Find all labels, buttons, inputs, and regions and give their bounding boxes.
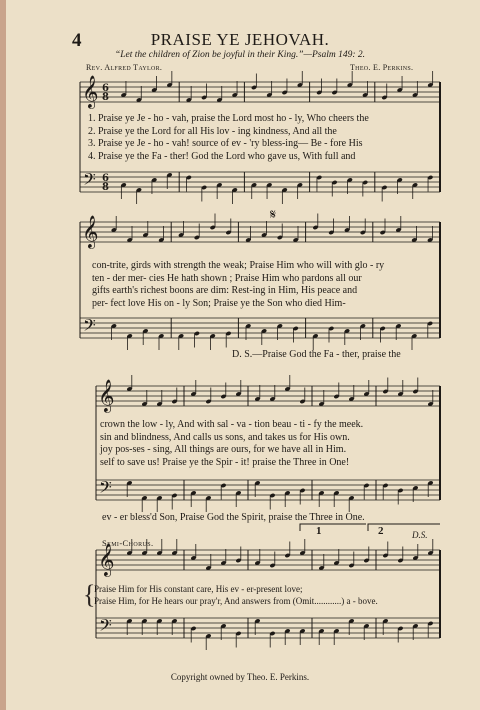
first-ending-number: 1 xyxy=(316,525,322,537)
treble-clef-icon: 𝄞 xyxy=(98,543,115,576)
bass-clef-icon: 𝄢 xyxy=(83,169,96,193)
verse-line: 3. Praise ye Je - ho - vah! source of ev - 'ry bless-ing— Be - fore His xyxy=(88,138,363,149)
verse-line: Praise Him for His constant care, His ev - er-present love; xyxy=(94,584,303,594)
ds-mark: D.S. xyxy=(412,530,428,540)
page-number: 4 xyxy=(72,30,82,51)
second-ending-number: 2 xyxy=(378,525,384,537)
time-signature: 6 xyxy=(102,173,109,184)
verse-line: Praise Him, for He hears our pray'r, And answers from (Omit............) a - bove. xyxy=(94,595,378,606)
verse-brace: { xyxy=(83,580,96,609)
verse-line: 1. Praise ye Je - ho - vah, praise the Lord most ho - ly, Who cheers the xyxy=(88,113,369,124)
hymn-author: Rev. Alfred Taylor. xyxy=(86,63,163,72)
first-ending-bracket xyxy=(300,524,366,531)
treble-clef-icon: 𝄞 xyxy=(82,215,99,248)
time-signature: 6 xyxy=(102,83,109,94)
ds-lyric-line: ev - er bless'd Son, Praise God the Spirit, praise the Three in One. xyxy=(102,512,365,523)
verse-line: gifts earth's richest boons are dim: Rest-ing in Him, His peace and xyxy=(92,285,358,296)
verse-line: crown the low - ly, And with sal - va - tion beau - ti - fy the meek. xyxy=(100,419,364,430)
system2-lyrics xyxy=(92,260,384,310)
verse-line: per- fect love His on - ly Son; Praise ye the Son who died Him- xyxy=(92,297,346,309)
hymn-title: PRAISE YE JEHOVAH. xyxy=(150,30,330,49)
copyright-notice: Copyright owned by Theo. E. Perkins. xyxy=(170,672,310,682)
segno-icon: 𝄋 xyxy=(270,207,277,223)
bass-clef-icon: 𝄢 xyxy=(83,315,96,339)
verse-line: 4. Praise ye the Fa - ther! God the Lord who gave us, With full and xyxy=(88,150,356,162)
time-signature: 8 xyxy=(102,182,109,193)
verse-line: ten - der mer- cies He hath shown ; Praise Him who pardons all our xyxy=(92,272,362,284)
bass-clef-icon: 𝄢 xyxy=(99,615,112,639)
verse-line: con-trite, girds with strength the weak; Praise Him who will with glo - ry xyxy=(92,260,385,271)
bass-clef-icon: 𝄢 xyxy=(99,477,112,501)
verse-line: joy pos-ses - sing, All things are ours, for we have all in Him. xyxy=(100,444,347,455)
verse-line: 2. Praise ye the Lord for all His lov - ing kindness, And all the xyxy=(88,125,337,137)
ds-lyric-line: D. S.—Praise God the Fa - ther, praise the xyxy=(232,349,401,360)
verse-line: self to save us! Praise ye the Spir - it! praise the Three in One! xyxy=(100,456,350,468)
treble-clef-icon: 𝄞 xyxy=(98,379,115,412)
semi-chorus-lyrics xyxy=(94,584,378,607)
treble-clef-icon: 𝄞 xyxy=(82,75,99,108)
system1-lyrics xyxy=(88,113,369,163)
scripture-epigraph: “Let the children of Zion be joyful in their King.”—Psalm 149: 2. xyxy=(114,50,366,60)
hymn-composer: Theo. E. Perkins. xyxy=(350,63,414,72)
time-signature: 8 xyxy=(102,92,109,103)
system3-lyrics xyxy=(100,419,363,469)
semi-chorus-label: Semi-Chorus. xyxy=(102,538,154,548)
verse-line: sin and blindness, And calls us sons, and takes us for His own. xyxy=(100,431,350,443)
